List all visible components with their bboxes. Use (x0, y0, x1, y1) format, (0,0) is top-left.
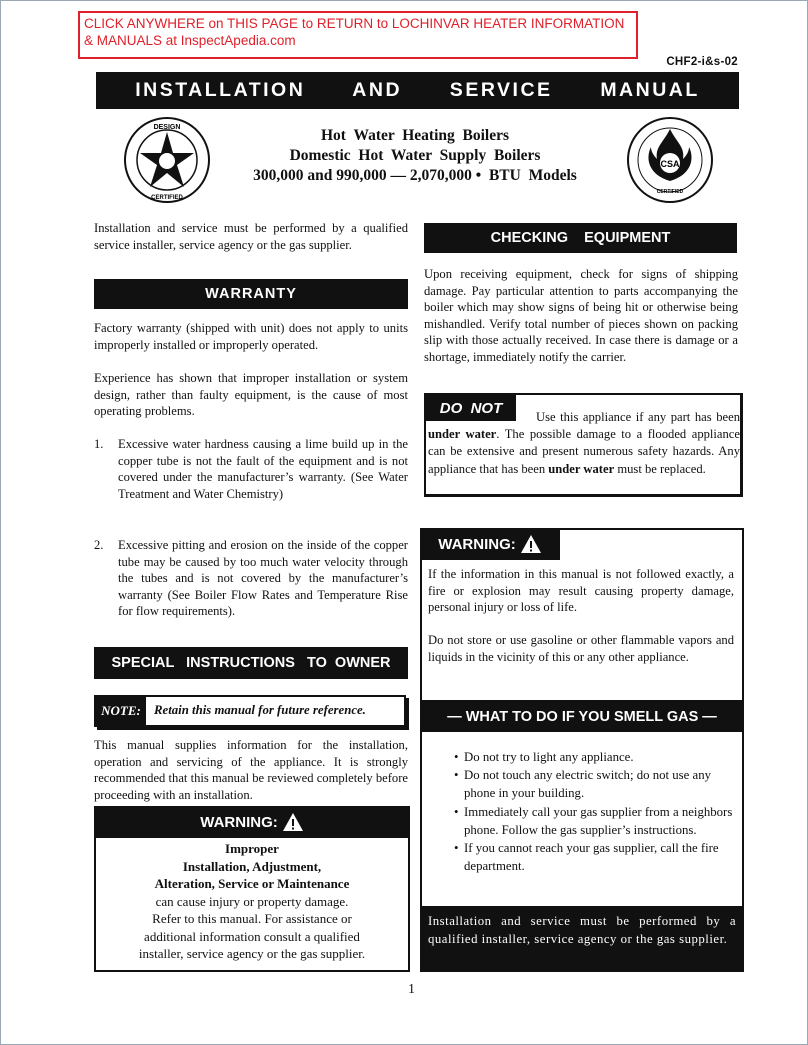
right-warning-header (420, 528, 560, 560)
left-warning-header (94, 806, 410, 838)
special-instructions-heading: SPECIAL INSTRUCTIONS TO OWNER (94, 647, 408, 679)
left-warning-box (94, 806, 410, 972)
document-id: CHF2-i&s-02 (666, 56, 738, 68)
gas-instruction-4: • If you cannot reach your gas supplier, call the fire department. (454, 839, 734, 875)
warning-line-4: can cause injury or property damage. (155, 893, 349, 909)
smell-gas-list (454, 748, 734, 875)
manual-title: INSTALLATION AND SERVICE MANUAL (96, 72, 739, 109)
right-warning-paragraph-2: Do not store or use gasoline or other flammable vapors and liquids in the vicinity of this or any other appliance. (428, 633, 734, 664)
item-text: Excessive pitting and erosion on the inside of the copper tube may be caused by too much water velocity through the tubes and is not covered by the manufacturer’s warranty (See Boiler Flow Rates and Temperature Rise for flow requirements). (118, 538, 408, 619)
logo-bottom-text-right: CERTIFIED (656, 189, 684, 195)
item-number: 2. (94, 538, 104, 552)
warranty-item-1 (94, 436, 408, 502)
do-not-text-2: . The possible damage to a flooded appliance can be extensive and present numerous safety hazards. Any appliance that has been (428, 427, 740, 476)
warning-triangle-icon (282, 812, 304, 832)
warranty-item-2 (94, 537, 408, 620)
subtitle-line-1: Hot Water Heating Boilers (321, 127, 509, 144)
do-not-text-3: must be replaced. (614, 461, 706, 476)
subtitle-line-3: 300,000 and 990,000 — 2,070,000 • BTU Models (253, 167, 577, 184)
smell-gas-heading: — WHAT TO DO IF YOU SMELL GAS — (420, 702, 744, 732)
warning-line-5: Refer to this manual. For assistance or (152, 911, 352, 926)
warning-label: WARNING: (438, 535, 516, 553)
do-not-bold-2: under water (548, 461, 615, 476)
item-text: Excessive water hardness causing a lime build up in the copper tube is not the fault of the equipment and is not covered under the manufacturer’s warranty. (See Water Treatment and Water Chemistry) (118, 437, 408, 501)
warning-label: WARNING: (200, 813, 278, 831)
right-warning-paragraph-1: If the information in this manual is not followed exactly, a fire or explosion may result causing property damage, personal injury or loss of life. (428, 567, 734, 615)
csa-certified-logo (625, 115, 715, 205)
right-warning-box (420, 528, 744, 702)
warning-bold-line-1: Improper (225, 841, 279, 856)
item-number: 1. (94, 437, 104, 451)
do-not-bold-1: under water (428, 427, 497, 442)
do-not-text-1: Use this appliance if any part has been (536, 410, 740, 424)
note-label: NOTE: (96, 697, 146, 725)
page-number: 1 (408, 982, 415, 997)
gas-instruction-2: • Do not touch any electric switch; do not use any phone in your building. (454, 766, 734, 802)
do-not-label: DO NOT (426, 395, 516, 421)
intro-paragraph: Installation and service must be performed by a qualified service installer, service agency or the gas supplier. (94, 221, 408, 252)
do-not-text (428, 409, 740, 478)
note-text: Retain this manual for future reference. (154, 703, 366, 717)
warning-line-7: installer, service agency or the gas supplier. (138, 946, 366, 961)
warranty-paragraph-1: Factory warranty (shipped with unit) does not apply to units improperly installed or improperly operated. (94, 321, 408, 352)
checking-equipment-heading: CHECKING EQUIPMENT (424, 223, 737, 253)
checking-paragraph: Upon receiving equipment, check for signs of shipping damage. Pay particular attention to parts accompanying the boiler which may show signs of being hit or otherwise being mishandled. Verify total number of pieces shown on packing slip with those actually received. In case there is damage or a shortage, immediately notify the carrier. (424, 267, 738, 364)
warranty-paragraph-2: Experience has shown that improper installation or system design, rather than faulty equipment, is the cause of most operating problems. (94, 371, 408, 419)
warning-line-6: additional information consult a qualified (144, 928, 360, 944)
logo-center-text: CSA (660, 159, 680, 169)
model-subtitle (215, 126, 615, 186)
warning-triangle-icon (520, 534, 542, 554)
subtitle-line-2: Domestic Hot Water Supply Boilers (289, 147, 541, 164)
design-certified-logo (122, 115, 212, 205)
left-warning-text (100, 840, 404, 963)
warning-bold-line-2: Installation, Adjustment, (182, 858, 322, 874)
smell-gas-box (420, 732, 744, 908)
warranty-heading: WARRANTY (94, 279, 408, 309)
return-to-inspectapedia-link[interactable]: CLICK ANYWHERE on THIS PAGE to RETURN to LOCHINVAR HEATER INFORMATION & MANUALS at InspectApedia.com (78, 11, 638, 59)
footer-notice: Installation and service must be performed by a qualified installer, service agency or the gas supplier. (420, 906, 744, 972)
logo-top-text: DESIGN (153, 124, 181, 131)
manual-paragraph: This manual supplies information for the installation, operation and servicing of the appliance. It is strongly recommended that this manual be reviewed completely before proceeding with an installation. (94, 738, 408, 802)
gas-instruction-1: • Do not try to light any appliance. (454, 748, 734, 766)
do-not-box (424, 393, 743, 497)
logo-bottom-text: CERTIFIED (151, 195, 183, 201)
gas-instruction-3: • Immediately call your gas supplier from a neighbors phone. Follow the gas supplier’s instructions. (454, 803, 734, 839)
warning-bold-line-3: Alteration, Service or Maintenance (154, 876, 350, 891)
note-box (94, 695, 406, 727)
